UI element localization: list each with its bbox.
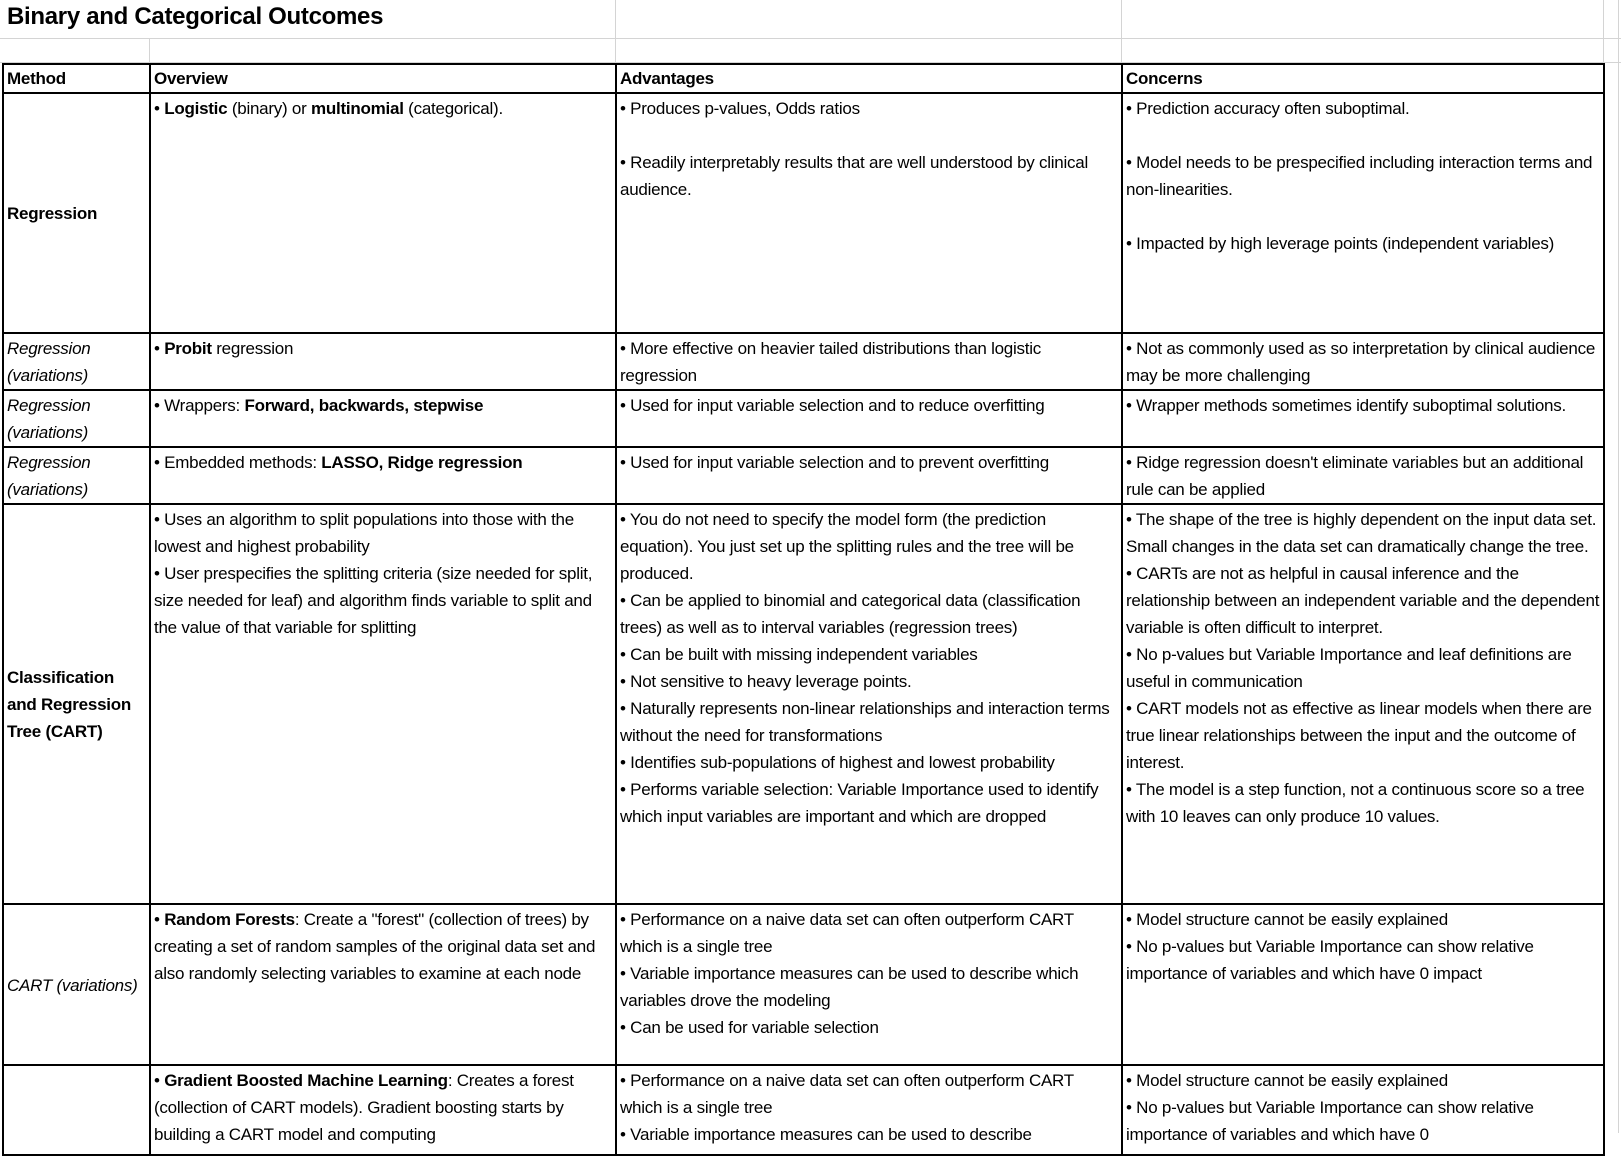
- bullet-item: [620, 776, 1118, 830]
- advantages-cell[interactable]: [616, 447, 1122, 504]
- overview-cell[interactable]: [150, 904, 616, 1065]
- method-cell[interactable]: Regression (variations): [3, 333, 150, 390]
- overview-content: [154, 906, 612, 987]
- bullet-item: [620, 641, 1118, 668]
- text: • No p-values but Variable Importance can show relative importance of variables and which have 0 impact: [1126, 937, 1534, 983]
- overview-cell[interactable]: [150, 333, 616, 390]
- text: •: [154, 99, 165, 118]
- advantages-content: [620, 392, 1118, 419]
- text: • Used for input variable selection and to prevent overfitting: [620, 453, 1049, 472]
- advantages-content: [620, 506, 1118, 830]
- text: • Variable importance measures can be used to describe: [620, 1125, 1032, 1144]
- bullet-item: [620, 95, 1118, 122]
- overview-content: [154, 449, 612, 476]
- overview-content: [154, 392, 612, 419]
- text: • Performance on a naive data set can often outperform CART which is a single tree: [620, 1071, 1074, 1117]
- header-row: [3, 64, 1604, 93]
- text: • Model structure cannot be easily explained: [1126, 1071, 1448, 1090]
- text: • Can be applied to binomial and categorical data (classification trees) as well as to interval variables (regression trees): [620, 591, 1081, 637]
- bold-text: Logistic: [164, 99, 228, 118]
- concerns-cell[interactable]: [1122, 390, 1604, 447]
- method-cell[interactable]: Regression: [3, 93, 150, 333]
- text: • Variable importance measures can be used to describe which variables drove the modeling: [620, 964, 1079, 1010]
- advantages-cell[interactable]: [616, 904, 1122, 1065]
- text: • Prediction accuracy often suboptimal.: [1126, 99, 1410, 118]
- bullet-item: [1126, 776, 1600, 830]
- gridline: [615, 0, 616, 64]
- concerns-cell[interactable]: [1122, 1065, 1604, 1155]
- bullet-item: [620, 149, 1118, 203]
- text: • Identifies sub-populations of highest and lowest probability: [620, 753, 1055, 772]
- bullet-item: [1126, 906, 1600, 933]
- text: (categorical).: [403, 99, 503, 118]
- overview-content: [154, 506, 612, 641]
- bullet-item: [620, 449, 1118, 476]
- bullet-item: [1126, 149, 1600, 203]
- table-row: [3, 93, 1604, 333]
- text: (binary) or: [227, 99, 312, 118]
- bullet-item: [154, 392, 612, 419]
- text: • Wrapper methods sometimes identify suboptimal solutions.: [1126, 396, 1566, 415]
- bold-text: LASSO, Ridge regression: [321, 453, 523, 472]
- bullet-item: [1126, 230, 1600, 257]
- text: • User prespecifies the splitting criteria (size needed for split, size needed for leaf) and algorithm finds variable to split and the value of that variable for splitting: [154, 564, 593, 637]
- overview-cell[interactable]: [150, 447, 616, 504]
- bold-text: Random Forests: [164, 910, 295, 929]
- header-advantages[interactable]: Advantages: [616, 64, 1122, 93]
- bullet-item: [620, 392, 1118, 419]
- bullet-item: [620, 587, 1118, 641]
- concerns-content: [1126, 906, 1600, 987]
- text: • Performance on a naive data set can often outperform CART which is a single tree: [620, 910, 1074, 956]
- table-row: [3, 447, 1604, 504]
- advantages-content: [620, 1067, 1118, 1148]
- text: • The shape of the tree is highly dependent on the input data set. Small changes in the data set can dramatically change the tree.: [1126, 510, 1597, 556]
- bullet-item: [154, 906, 612, 987]
- overview-content: [154, 95, 612, 122]
- bullet-item: [154, 506, 612, 560]
- table-row: [3, 904, 1604, 1065]
- bullet-item: [620, 668, 1118, 695]
- bullet-item: [620, 695, 1118, 749]
- bold-text: Probit: [164, 339, 212, 358]
- bullet-item: [154, 95, 612, 122]
- concerns-cell[interactable]: [1122, 333, 1604, 390]
- text: : Creates a forest (collection of CART models). Gradient boosting starts by building a CART model and computing: [154, 1071, 574, 1144]
- advantages-cell[interactable]: [616, 1065, 1122, 1155]
- bullet-item: [154, 560, 612, 641]
- text: •: [154, 339, 165, 358]
- method-cell[interactable]: Classification and Regression Tree (CART): [3, 504, 150, 904]
- bullet-item: [154, 335, 612, 362]
- text: • Not as commonly used as so interpretation by clinical audience may be more challenging: [1126, 339, 1596, 385]
- overview-cell[interactable]: [150, 504, 616, 904]
- methods-table: [2, 63, 1605, 1156]
- text: • Not sensitive to heavy leverage points.: [620, 672, 912, 691]
- bullet-item: [620, 906, 1118, 960]
- text: • Uses an algorithm to split populations into those with the lowest and highest probability: [154, 510, 574, 556]
- bullet-item: [620, 1067, 1118, 1121]
- text: •: [154, 1071, 165, 1090]
- advantages-cell[interactable]: [616, 333, 1122, 390]
- bullet-item: [1126, 449, 1600, 500]
- advantages-content: [620, 95, 1118, 203]
- overview-cell[interactable]: [150, 390, 616, 447]
- bold-text: Gradient Boosted Machine Learning: [164, 1071, 448, 1090]
- bullet-item: [1126, 1067, 1600, 1094]
- method-cell[interactable]: [3, 1065, 150, 1155]
- concerns-cell[interactable]: [1122, 904, 1604, 1065]
- bullet-item: [620, 749, 1118, 776]
- header-overview[interactable]: Overview: [150, 64, 616, 93]
- bullet-item: [1126, 695, 1600, 776]
- text: • Used for input variable selection and to reduce overfitting: [620, 396, 1045, 415]
- bullet-item: [620, 506, 1118, 587]
- concerns-cell[interactable]: [1122, 93, 1604, 333]
- gridline: [149, 38, 150, 64]
- advantages-cell[interactable]: [616, 390, 1122, 447]
- advantages-content: [620, 449, 1118, 476]
- table-row: [3, 390, 1604, 447]
- method-cell[interactable]: Regression (variations): [3, 447, 150, 504]
- text: regression: [211, 339, 294, 358]
- bullet-item: [1126, 95, 1600, 122]
- advantages-cell[interactable]: [616, 93, 1122, 333]
- text: • CARTs are not as helpful in causal inference and the relationship between an independent variable and the dependent variable is often difficult to interpret.: [1126, 564, 1600, 637]
- text: • More effective on heavier tailed distributions than logistic regression: [620, 339, 1042, 385]
- text: • Can be built with missing independent variables: [620, 645, 978, 664]
- advantages-content: [620, 906, 1118, 1041]
- gridline: [1618, 0, 1619, 1133]
- text: • Impacted by high leverage points (independent variables): [1126, 234, 1555, 253]
- sheet-title: Binary and Categorical Outcomes: [7, 3, 384, 30]
- concerns-cell[interactable]: [1122, 504, 1604, 904]
- concerns-content: [1126, 506, 1600, 830]
- overview-cell[interactable]: [150, 93, 616, 333]
- gridline: [1603, 0, 1604, 64]
- bullet-item: [1126, 506, 1600, 560]
- bullet-item: [1126, 641, 1600, 695]
- bullet-item: [620, 960, 1118, 1014]
- bullet-item: [1126, 392, 1600, 419]
- text: • Produces p-values, Odds ratios: [620, 99, 860, 118]
- text: • Ridge regression doesn't eliminate variables but an additional rule can be applied: [1126, 453, 1584, 499]
- bullet-item: [620, 1121, 1118, 1148]
- text: • Readily interpretably results that are well understood by clinical audience.: [620, 153, 1089, 199]
- text: • Performs variable selection: Variable Importance used to identify which input variables are important and which are dropped: [620, 780, 1099, 826]
- bold-text: Forward, backwards, stepwise: [244, 396, 484, 415]
- overview-content: [154, 335, 612, 362]
- bullet-item: [620, 1014, 1118, 1041]
- text: • Embedded methods:: [154, 453, 322, 472]
- bold-text: multinomial: [311, 99, 404, 118]
- method-cell[interactable]: Regression (variations): [3, 390, 150, 447]
- bullet-item: [1126, 335, 1600, 387]
- header-method[interactable]: Method: [3, 64, 150, 93]
- concerns-content: [1126, 1067, 1600, 1148]
- text: • You do not need to specify the model form (the prediction equation). You just set up the splitting rules and the tree will be produced.: [620, 510, 1074, 583]
- overview-content: [154, 1067, 612, 1148]
- method-cell[interactable]: CART (variations): [3, 904, 150, 1065]
- concerns-cell[interactable]: [1122, 447, 1604, 504]
- text: •: [154, 910, 165, 929]
- concerns-content: [1126, 449, 1600, 500]
- concerns-content: [1126, 95, 1600, 257]
- bullet-item: [1126, 933, 1600, 987]
- gridline: [1121, 0, 1122, 64]
- text: • Model needs to be prespecified including interaction terms and non-linearities.: [1126, 153, 1593, 199]
- text: • Model structure cannot be easily explained: [1126, 910, 1448, 929]
- bullet-item: [154, 449, 612, 476]
- bullet-item: [154, 1067, 612, 1148]
- gridline: [0, 38, 1621, 39]
- advantages-cell[interactable]: [616, 504, 1122, 904]
- table-row: [3, 1065, 1604, 1155]
- text: • Can be used for variable selection: [620, 1018, 879, 1037]
- advantages-content: [620, 335, 1118, 387]
- bullet-item: [1126, 1094, 1600, 1148]
- text: : Create a "forest" (collection of trees) by creating a set of random samples of the original data set and also randomly selecting variables to examine at each node: [154, 910, 596, 983]
- bullet-item: [1126, 560, 1600, 641]
- text: • No p-values but Variable Importance can show relative importance of variables and which have 0: [1126, 1098, 1534, 1144]
- text: • No p-values but Variable Importance and leaf definitions are useful in communication: [1126, 645, 1572, 691]
- concerns-content: [1126, 335, 1600, 387]
- overview-cell[interactable]: [150, 1065, 616, 1155]
- text: • Wrappers:: [154, 396, 245, 415]
- text: • The model is a step function, not a continuous score so a tree with 10 leaves can only produce 10 values.: [1126, 780, 1585, 826]
- bullet-item: [620, 335, 1118, 387]
- concerns-content: [1126, 392, 1600, 419]
- table-row: [3, 504, 1604, 904]
- header-concerns[interactable]: Concerns: [1122, 64, 1604, 93]
- text: • CART models not as effective as linear models when there are true linear relationships between the input and the outcome of interest.: [1126, 699, 1592, 772]
- text: • Naturally represents non-linear relationships and interaction terms without the need for transformations: [620, 699, 1110, 745]
- table-row: [3, 333, 1604, 390]
